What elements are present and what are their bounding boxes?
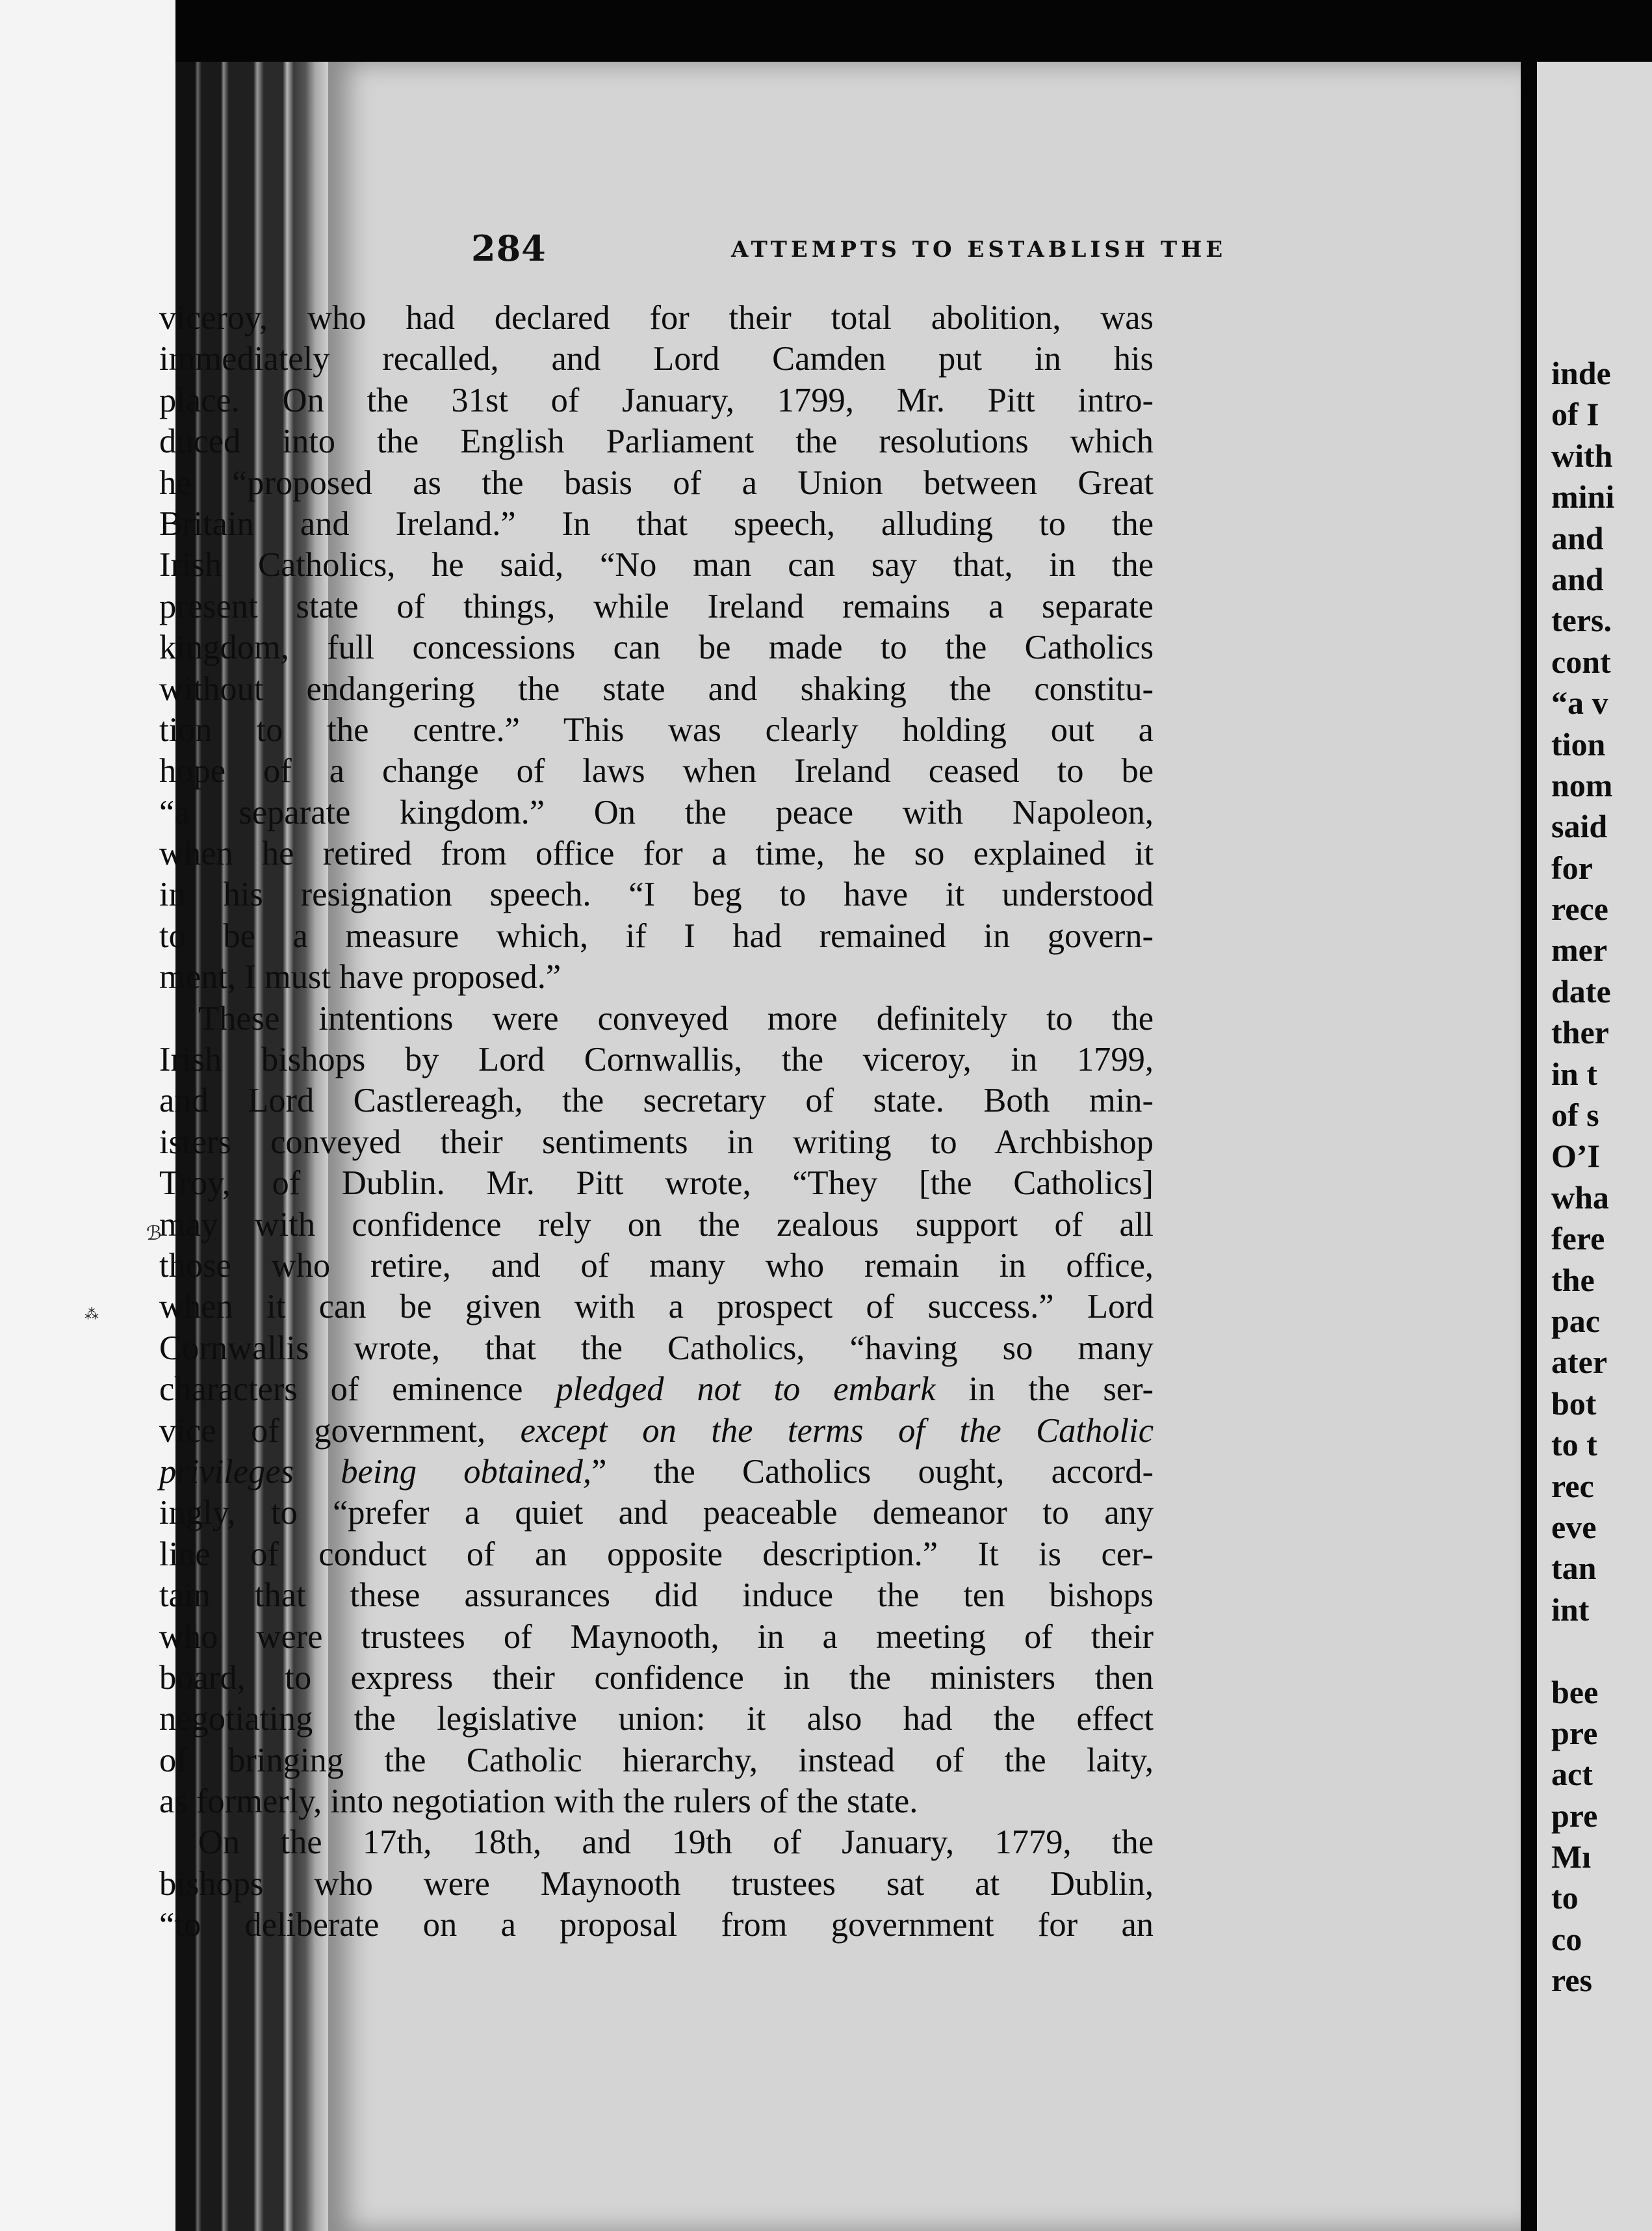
next-page-fragment: the [1551, 1261, 1595, 1298]
next-page-fragment: date [1551, 972, 1611, 1010]
margin-mark-1: ℬ [146, 1222, 162, 1245]
next-page-fragment: in t [1551, 1055, 1597, 1092]
text-line: present state of things, while Ireland remains a separate [159, 587, 1154, 625]
next-page-fragment: rec [1551, 1467, 1594, 1504]
next-page-fragment: co [1551, 1920, 1582, 1957]
text-line: board, to express their confidence in the ministers then [159, 1658, 1154, 1697]
next-page-fragment: mer [1551, 932, 1608, 969]
text-line: ingly, to “prefer a quiet and peaceable demeanor to any [159, 1494, 1154, 1532]
text-line: “a separate kingdom.” On the peace with Napoleon, [159, 793, 1154, 831]
margin-mark-2: ⁂ [84, 1307, 99, 1323]
page-gutter [1521, 62, 1537, 2231]
text-line: place. On the 31st of January, 1799, Mr. Pitt intro- [159, 381, 1154, 419]
text-line: Britain and Ireland.” In that speech, alluding to the [159, 504, 1154, 543]
text-line: line of conduct of an opposite description.” It is cer- [159, 1535, 1154, 1573]
text-line: viceroy, who had declared for their total abolition, was [159, 299, 1154, 337]
next-page-edge [1537, 62, 1652, 2231]
next-page-fragment: bee [1551, 1673, 1599, 1710]
next-page-fragment: for [1551, 849, 1593, 886]
next-page-fragment: “a v [1551, 685, 1608, 722]
text-line: as formerly, into negotiation with the rulers of the state. [159, 1782, 918, 1821]
text-line: and Lord Castlereagh, the secretary of state. Both min- [159, 1082, 1154, 1120]
next-page-fragment: cont [1551, 643, 1611, 680]
text-line: vice of government, except on the terms of the Catholic [159, 1411, 1154, 1450]
next-page-fragment: tan [1551, 1550, 1597, 1587]
running-head: ATTEMPTS TO ESTABLISH THE [731, 237, 1227, 263]
text-line: negotiating the legislative union: it also had the effect [159, 1700, 1154, 1738]
next-page-fragment: to [1551, 1879, 1579, 1916]
next-page-fragment: fere [1551, 1220, 1605, 1257]
next-page-fragment: int [1551, 1591, 1590, 1628]
next-page-fragment: and [1551, 560, 1604, 597]
scan-left-margin [0, 0, 175, 2231]
text-line: those who retire, and of many who remain in office, [159, 1246, 1154, 1285]
text-line: Troy, of Dublin. Mr. Pitt wrote, “They [the Catholics] [159, 1164, 1154, 1203]
text-line: kingdom, full concessions can be made to the Catholics [159, 629, 1154, 667]
text-line: These intentions were conveyed more definitely to the [198, 999, 1154, 1037]
next-page-fragment: nom [1551, 766, 1613, 803]
page-number: 284 [471, 228, 547, 269]
italic-emphasis: pledged not to embark [556, 1370, 936, 1409]
text-line: to be a measure which, if I had remained in govern- [159, 917, 1154, 955]
text-line: Cornwallis wrote, that the Catholics, “having so many [159, 1329, 1154, 1367]
text-line: may with confidence rely on the zealous support of all [159, 1205, 1154, 1244]
next-page-fragment: wha [1551, 1179, 1609, 1216]
next-page-fragment: bot [1551, 1385, 1597, 1422]
text-line: Irish bishops by Lord Cornwallis, the viceroy, in 1799, [159, 1041, 1154, 1079]
text-line: tain that these assurances did induce the ten bishops [159, 1576, 1154, 1615]
next-page-fragment: said [1551, 808, 1608, 845]
text-line: when he retired from office for a time, he so explained it [159, 835, 1154, 873]
text-line: in his resignation speech. “I beg to have it understood [159, 876, 1154, 914]
next-page-fragment: ters. [1551, 602, 1612, 639]
next-page-fragment: and [1551, 519, 1604, 556]
next-page-fragment: ther [1551, 1014, 1609, 1051]
text-line: ment, I must have proposed.” [159, 958, 561, 997]
next-page-fragment: eve [1551, 1508, 1597, 1545]
next-page-fragment: mini [1551, 478, 1615, 515]
next-page-fragment: of s [1551, 1097, 1599, 1134]
text-line: characters of eminence pledged not to embark in the ser- [159, 1370, 1154, 1409]
text-line: Irish Catholics, he said, “No man can say that, in the [159, 546, 1154, 584]
text-line: of bringing the Catholic hierarchy, instead of the laity, [159, 1741, 1154, 1779]
text-line: tion to the centre.” This was clearly holding out a [159, 711, 1154, 749]
next-page-fragment: pre [1551, 1797, 1598, 1834]
next-page-fragment: pre [1551, 1714, 1598, 1751]
body-text [159, 298, 1154, 1946]
next-page-fragment: Mı [1551, 1838, 1592, 1875]
next-page-fragment: ater [1551, 1344, 1608, 1381]
next-page-fragment: of I [1551, 396, 1599, 433]
text-line: immediately recalled, and Lord Camden put in his [159, 340, 1154, 378]
next-page-fragment: act [1551, 1756, 1593, 1793]
next-page-fragment: rece [1551, 891, 1608, 928]
text-line: without endangering the state and shaking the constitu- [159, 670, 1154, 708]
next-page-fragment: pac [1551, 1302, 1600, 1339]
italic-emphasis: except on the terms of the Catholic [520, 1411, 1154, 1450]
text-line: when it can be given with a prospect of success.” Lord [159, 1288, 1154, 1326]
next-page-fragment: to t [1551, 1426, 1597, 1463]
next-page-fragment: inde [1551, 355, 1611, 391]
text-line: bishops who were Maynooth trustees sat at Dublin, [159, 1864, 1154, 1903]
next-page-text [1551, 353, 1614, 2002]
next-page-fragment: res [1551, 1962, 1592, 1999]
next-page-fragment: with [1551, 437, 1613, 474]
text-line: “to deliberate on a proposal from government for an [159, 1906, 1154, 1944]
text-line: privileges being obtained,” the Catholics ought, accord- [159, 1452, 1154, 1491]
next-page-fragment: O’I [1551, 1138, 1600, 1175]
text-line: On the 17th, 18th, and 19th of January, 1779, the [198, 1823, 1154, 1862]
scan-top-border [175, 0, 1652, 62]
italic-emphasis: privileges being obtained, [159, 1452, 592, 1491]
page-header [471, 228, 1491, 273]
text-line: duced into the English Parliament the resolutions which [159, 423, 1154, 461]
next-page-fragment [1551, 1630, 1614, 1671]
text-line: hope of a change of laws when Ireland ceased to be [159, 752, 1154, 790]
text-line: who were trustees of Maynooth, in a meeting of their [159, 1617, 1154, 1656]
text-line: he “proposed as the basis of a Union between Great [159, 463, 1154, 502]
next-page-fragment: tion [1551, 725, 1606, 763]
text-line: isters conveyed their sentiments in writing to Archbishop [159, 1123, 1154, 1161]
